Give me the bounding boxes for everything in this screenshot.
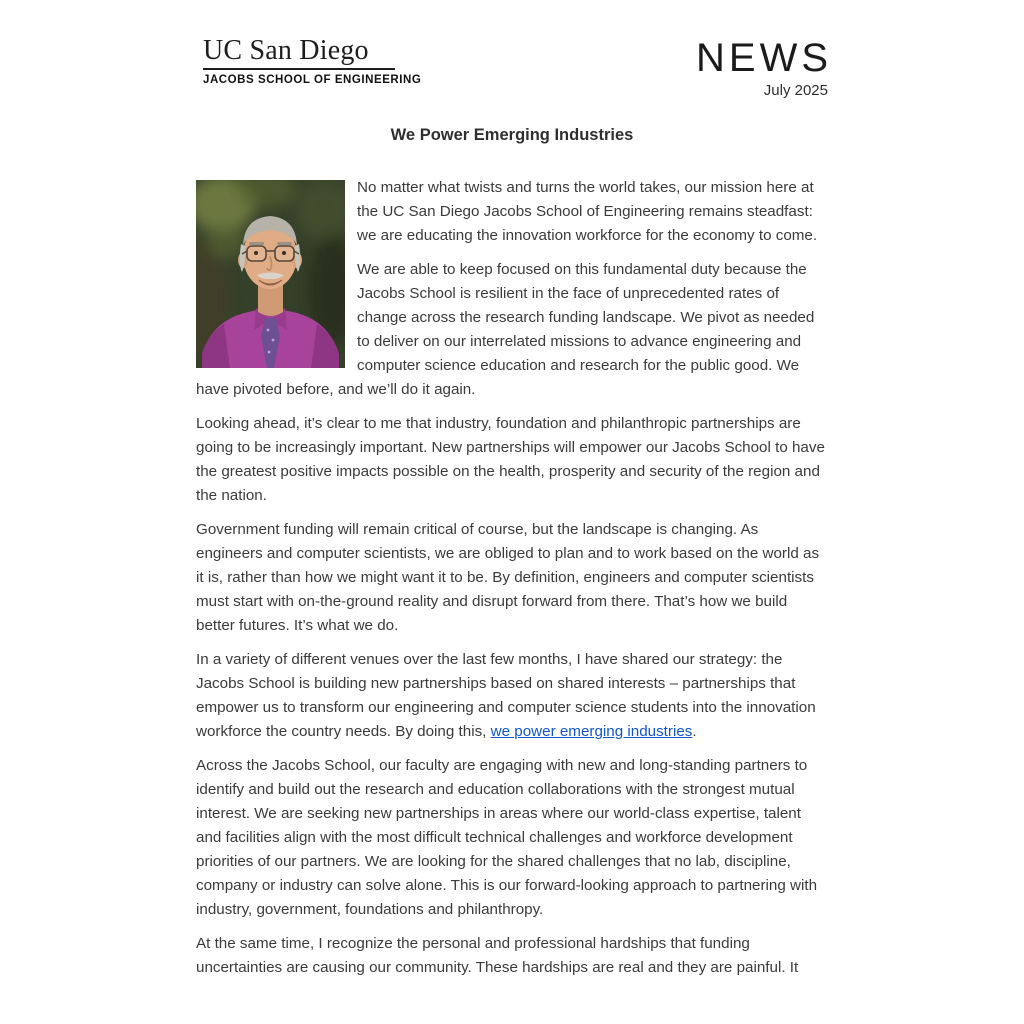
paragraph-3: Looking ahead, it’s clear to me that industry, foundation and philanthropic partnerships are going to be increasingly important. New partnerships will empower our Jacobs School to have the greatest positive impacts possible on the health, prosperity and security of the region and the nation. — [196, 415, 825, 504]
paragraph-4: Government funding will remain critical of course, but the landscape is changing. As engineers and computer scientists, we are obliged to plan and to work based on the world as it is, rather than how we might want it to be. By definition, engineers and computer scientists must start with on-the-ground reality and disrupt forward from there. That’s how we build better futures. It’s what we do. — [196, 521, 820, 634]
paragraph-2: We are able to keep focused on this fundamental duty because the Jacobs School is resilient in the face of unprecedented rates of change across the research funding landscape. We pivot as needed to deliver on our interrelated missions to advance engineering and computer science education and research for the public good. We have pivoted before, and we’ll do it again. — [196, 261, 815, 398]
emerging-industries-link[interactable]: we power emerging industries — [490, 723, 693, 740]
paragraph-7: At the same time, I recognize the personal and professional hardships that funding uncertainties are causing our community. These hardships are real and they are painful. It — [196, 935, 799, 976]
article-body — [196, 176, 828, 980]
masthead-block — [696, 36, 832, 99]
newsletter-header — [196, 35, 832, 99]
logo-divider — [203, 68, 395, 70]
newsletter-page — [196, 0, 832, 980]
paragraph-1: No matter what twists and turns the world takes, our mission here at the UC San Diego Jacobs School of Engineering remains steadfast: we are educating the innovation workforce for the economy to come. — [357, 179, 818, 244]
paragraph-5 — [196, 648, 828, 744]
article-title: We Power Emerging Industries — [390, 126, 634, 144]
news-masthead: NEWS — [696, 36, 832, 80]
paragraph-6: Across the Jacobs School, our faculty are engaging with new and long-standing partners to identify and build out the research and education collaborations with the strongest mutual interest. We are seeking new partnerships in areas where our world-class expertise, talent and facilities align with the most difficult technical challenges and workforce development priorities of our partners. We are looking for the shared challenges that no lab, discipline, company or industry can solve alone. This is our forward-looking approach to partnering with industry, government, foundations and philanthropy. — [196, 757, 818, 918]
ucsd-wordmark: UC San Diego — [203, 35, 369, 66]
jacobs-school-wordmark: JACOBS SCHOOL OF ENGINEERING — [203, 74, 422, 87]
ucsd-jacobs-logo — [196, 36, 421, 86]
paragraph-5-period: . — [692, 723, 697, 740]
paragraph-5-text: In a variety of different venues over the last few months, I have shared our strategy: the Jacobs School is building new partnerships based on shared interests – partnerships that empower us to transform our engineering and computer science students into the innovation workforce the country needs. By doing this, — [196, 651, 816, 740]
dean-portrait-photo — [196, 180, 345, 368]
dean-portrait-illustration — [196, 180, 345, 368]
issue-date: July 2025 — [763, 82, 828, 99]
